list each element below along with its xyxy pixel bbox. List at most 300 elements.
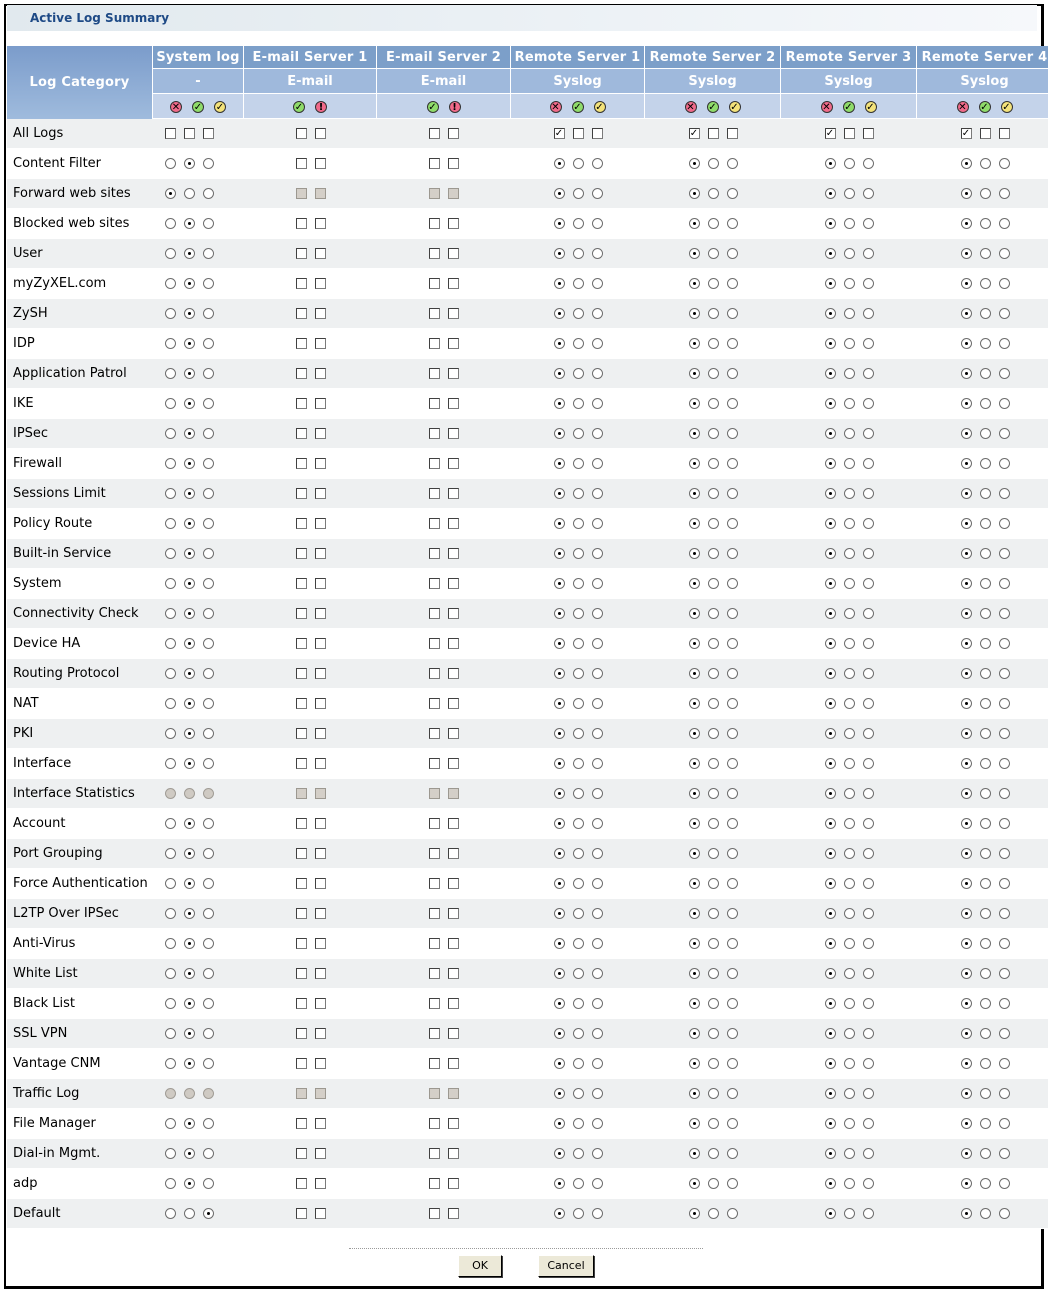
email-checkbox[interactable] [448, 338, 459, 349]
email-checkbox[interactable] [315, 548, 326, 559]
log-level-radio[interactable] [825, 638, 836, 649]
log-level-radio[interactable] [980, 878, 991, 889]
email-checkbox[interactable] [315, 908, 326, 919]
log-level-radio[interactable] [863, 428, 874, 439]
log-level-radio[interactable] [592, 938, 603, 949]
log-level-radio[interactable] [573, 518, 584, 529]
log-level-radio[interactable] [708, 938, 719, 949]
email-checkbox[interactable] [315, 1028, 326, 1039]
log-level-radio[interactable] [592, 818, 603, 829]
log-level-radio[interactable] [689, 518, 700, 529]
email-checkbox[interactable] [429, 398, 440, 409]
log-level-radio[interactable] [980, 218, 991, 229]
log-level-radio[interactable] [708, 428, 719, 439]
log-level-radio[interactable] [961, 698, 972, 709]
email-checkbox[interactable] [296, 518, 307, 529]
log-level-radio[interactable] [165, 818, 176, 829]
log-level-radio[interactable] [961, 638, 972, 649]
email-checkbox[interactable] [448, 878, 459, 889]
log-level-radio[interactable] [554, 1178, 565, 1189]
email-checkbox[interactable] [448, 668, 459, 679]
log-level-radio[interactable] [980, 548, 991, 559]
log-level-radio[interactable] [708, 248, 719, 259]
log-level-radio[interactable] [689, 428, 700, 439]
email-checkbox[interactable] [296, 968, 307, 979]
log-level-radio[interactable] [592, 308, 603, 319]
log-level-radio[interactable] [863, 1148, 874, 1159]
log-level-radio[interactable] [203, 398, 214, 409]
log-level-radio[interactable] [573, 728, 584, 739]
log-level-radio[interactable] [844, 908, 855, 919]
all-logs-checkbox[interactable]: ✓ [825, 128, 835, 139]
log-level-radio[interactable] [592, 1058, 603, 1069]
log-level-radio[interactable] [184, 488, 195, 499]
log-level-radio[interactable] [727, 818, 738, 829]
log-level-radio[interactable] [999, 278, 1010, 289]
log-level-radio[interactable] [592, 368, 603, 379]
log-level-radio[interactable] [165, 548, 176, 559]
log-level-radio[interactable] [961, 278, 972, 289]
log-level-radio[interactable] [999, 518, 1010, 529]
email-checkbox[interactable] [315, 488, 326, 499]
log-level-radio[interactable] [184, 218, 195, 229]
log-level-radio[interactable] [165, 308, 176, 319]
email-checkbox[interactable] [296, 878, 307, 889]
log-level-radio[interactable] [844, 188, 855, 199]
log-level-radio[interactable] [165, 338, 176, 349]
log-level-radio[interactable] [980, 608, 991, 619]
email-checkbox[interactable] [429, 278, 440, 289]
log-level-radio[interactable] [592, 1178, 603, 1189]
email-checkbox[interactable] [296, 458, 307, 469]
log-level-radio[interactable] [184, 878, 195, 889]
email-checkbox[interactable] [296, 938, 307, 949]
log-level-radio[interactable] [165, 488, 176, 499]
log-level-radio[interactable] [689, 908, 700, 919]
log-level-radio[interactable] [203, 458, 214, 469]
log-level-radio[interactable] [573, 428, 584, 439]
log-level-radio[interactable] [554, 548, 565, 559]
log-level-radio[interactable] [844, 518, 855, 529]
log-level-radio[interactable] [961, 488, 972, 499]
log-level-radio[interactable] [689, 998, 700, 1009]
email-checkbox[interactable] [448, 758, 459, 769]
log-level-radio[interactable] [689, 1118, 700, 1129]
email-checkbox[interactable] [296, 638, 307, 649]
email-checkbox[interactable] [429, 998, 440, 1009]
log-level-radio[interactable] [165, 278, 176, 289]
log-level-radio[interactable] [573, 788, 584, 799]
log-level-radio[interactable] [961, 818, 972, 829]
log-level-radio[interactable] [961, 308, 972, 319]
log-level-radio[interactable] [999, 1058, 1010, 1069]
log-level-radio[interactable] [592, 1148, 603, 1159]
log-level-radio[interactable] [689, 608, 700, 619]
log-level-radio[interactable] [573, 998, 584, 1009]
log-level-radio[interactable] [825, 548, 836, 559]
log-level-radio[interactable] [708, 968, 719, 979]
log-level-radio[interactable] [727, 878, 738, 889]
log-level-radio[interactable] [573, 578, 584, 589]
log-level-radio[interactable] [689, 818, 700, 829]
log-level-radio[interactable] [573, 218, 584, 229]
all-logs-checkbox[interactable]: ✓ [554, 128, 564, 139]
email-checkbox[interactable] [429, 218, 440, 229]
log-level-radio[interactable] [999, 308, 1010, 319]
all-logs-checkbox[interactable] [727, 128, 738, 139]
email-checkbox[interactable] [296, 398, 307, 409]
log-level-radio[interactable] [592, 458, 603, 469]
log-level-radio[interactable] [961, 1058, 972, 1069]
email-checkbox[interactable] [296, 1208, 307, 1219]
log-level-radio[interactable] [165, 938, 176, 949]
log-level-radio[interactable] [554, 788, 565, 799]
all-logs-checkbox[interactable] [592, 128, 603, 139]
log-level-radio[interactable] [165, 668, 176, 679]
log-level-radio[interactable] [844, 608, 855, 619]
log-level-radio[interactable] [825, 188, 836, 199]
log-level-radio[interactable] [689, 458, 700, 469]
log-level-radio[interactable] [863, 878, 874, 889]
log-level-radio[interactable] [573, 1118, 584, 1129]
email-checkbox[interactable] [296, 848, 307, 859]
email-checkbox[interactable] [296, 368, 307, 379]
log-level-radio[interactable] [689, 1088, 700, 1099]
log-level-radio[interactable] [554, 1028, 565, 1039]
log-level-radio[interactable] [844, 398, 855, 409]
log-level-radio[interactable] [554, 398, 565, 409]
log-level-radio[interactable] [689, 638, 700, 649]
log-level-radio[interactable] [825, 698, 836, 709]
email-checkbox[interactable] [448, 248, 459, 259]
email-checkbox[interactable] [315, 998, 326, 1009]
log-level-radio[interactable] [863, 1088, 874, 1099]
log-level-radio[interactable] [573, 488, 584, 499]
log-level-radio[interactable] [863, 1028, 874, 1039]
email-checkbox[interactable] [448, 218, 459, 229]
log-level-radio[interactable] [165, 758, 176, 769]
log-level-radio[interactable] [573, 878, 584, 889]
log-level-radio[interactable] [592, 518, 603, 529]
log-level-radio[interactable] [573, 248, 584, 259]
log-level-radio[interactable] [863, 158, 874, 169]
log-level-radio[interactable] [708, 458, 719, 469]
log-level-radio[interactable] [961, 1178, 972, 1189]
log-level-radio[interactable] [980, 788, 991, 799]
log-level-radio[interactable] [165, 1178, 176, 1189]
email-checkbox[interactable] [448, 428, 459, 439]
log-level-radio[interactable] [689, 218, 700, 229]
log-level-radio[interactable] [689, 188, 700, 199]
log-level-radio[interactable] [980, 1088, 991, 1099]
log-level-radio[interactable] [203, 368, 214, 379]
log-level-radio[interactable] [573, 908, 584, 919]
log-level-radio[interactable] [573, 608, 584, 619]
log-level-radio[interactable] [184, 248, 195, 259]
log-level-radio[interactable] [999, 818, 1010, 829]
log-level-radio[interactable] [708, 998, 719, 1009]
email-checkbox[interactable] [448, 1028, 459, 1039]
log-level-radio[interactable] [727, 1088, 738, 1099]
email-checkbox[interactable] [429, 248, 440, 259]
log-level-radio[interactable] [980, 758, 991, 769]
email-checkbox[interactable] [315, 938, 326, 949]
log-level-radio[interactable] [980, 638, 991, 649]
log-level-radio[interactable] [184, 818, 195, 829]
log-level-radio[interactable] [184, 728, 195, 739]
email-checkbox[interactable] [315, 1208, 326, 1219]
log-level-radio[interactable] [165, 968, 176, 979]
log-level-radio[interactable] [554, 488, 565, 499]
log-level-radio[interactable] [863, 578, 874, 589]
log-level-radio[interactable] [727, 788, 738, 799]
log-level-radio[interactable] [980, 818, 991, 829]
log-level-radio[interactable] [961, 338, 972, 349]
email-checkbox[interactable] [448, 818, 459, 829]
log-level-radio[interactable] [184, 758, 195, 769]
log-level-radio[interactable] [999, 668, 1010, 679]
log-level-radio[interactable] [844, 218, 855, 229]
log-level-radio[interactable] [844, 158, 855, 169]
log-level-radio[interactable] [844, 1118, 855, 1129]
log-level-radio[interactable] [961, 848, 972, 859]
log-level-radio[interactable] [689, 578, 700, 589]
log-level-radio[interactable] [980, 1178, 991, 1189]
log-level-radio[interactable] [184, 278, 195, 289]
email-checkbox[interactable] [429, 548, 440, 559]
email-checkbox[interactable] [429, 728, 440, 739]
email-checkbox[interactable] [429, 518, 440, 529]
email-checkbox[interactable] [315, 638, 326, 649]
email-checkbox[interactable] [429, 1178, 440, 1189]
log-level-radio[interactable] [708, 788, 719, 799]
email-checkbox[interactable] [429, 878, 440, 889]
email-checkbox[interactable] [296, 308, 307, 319]
log-level-radio[interactable] [999, 1028, 1010, 1039]
log-level-radio[interactable] [203, 1058, 214, 1069]
email-checkbox[interactable] [448, 1178, 459, 1189]
log-level-radio[interactable] [961, 728, 972, 739]
all-logs-checkbox[interactable] [999, 128, 1010, 139]
log-level-radio[interactable] [203, 1028, 214, 1039]
log-level-radio[interactable] [999, 638, 1010, 649]
log-level-radio[interactable] [727, 698, 738, 709]
log-level-radio[interactable] [689, 698, 700, 709]
email-checkbox[interactable] [429, 608, 440, 619]
log-level-radio[interactable] [727, 548, 738, 559]
email-checkbox[interactable] [429, 368, 440, 379]
log-level-radio[interactable] [203, 578, 214, 589]
log-level-radio[interactable] [573, 1058, 584, 1069]
log-level-radio[interactable] [727, 458, 738, 469]
log-level-radio[interactable] [165, 1058, 176, 1069]
log-level-radio[interactable] [554, 728, 565, 739]
email-checkbox[interactable] [448, 938, 459, 949]
email-checkbox[interactable] [315, 218, 326, 229]
email-checkbox[interactable] [315, 668, 326, 679]
log-level-radio[interactable] [165, 1148, 176, 1159]
log-level-radio[interactable] [554, 188, 565, 199]
log-level-radio[interactable] [863, 698, 874, 709]
all-logs-checkbox[interactable] [429, 128, 440, 139]
log-level-radio[interactable] [203, 698, 214, 709]
log-level-radio[interactable] [554, 1148, 565, 1159]
log-level-radio[interactable] [165, 158, 176, 169]
log-level-radio[interactable] [980, 698, 991, 709]
log-level-radio[interactable] [554, 1118, 565, 1129]
log-level-radio[interactable] [165, 578, 176, 589]
log-level-radio[interactable] [999, 608, 1010, 619]
log-level-radio[interactable] [165, 638, 176, 649]
log-level-radio[interactable] [573, 278, 584, 289]
log-level-radio[interactable] [727, 968, 738, 979]
log-level-radio[interactable] [980, 1208, 991, 1219]
log-level-radio[interactable] [825, 368, 836, 379]
log-level-radio[interactable] [592, 398, 603, 409]
email-checkbox[interactable] [448, 398, 459, 409]
log-level-radio[interactable] [573, 968, 584, 979]
all-logs-checkbox[interactable] [708, 128, 719, 139]
email-checkbox[interactable] [429, 1208, 440, 1219]
log-level-radio[interactable] [708, 758, 719, 769]
log-level-radio[interactable] [999, 848, 1010, 859]
log-level-radio[interactable] [980, 938, 991, 949]
email-checkbox[interactable] [429, 1058, 440, 1069]
log-level-radio[interactable] [165, 848, 176, 859]
all-logs-checkbox[interactable] [296, 128, 307, 139]
log-level-radio[interactable] [844, 428, 855, 439]
log-level-radio[interactable] [165, 998, 176, 1009]
log-level-radio[interactable] [592, 548, 603, 559]
log-level-radio[interactable] [554, 998, 565, 1009]
log-level-radio[interactable] [980, 1058, 991, 1069]
log-level-radio[interactable] [844, 548, 855, 559]
email-checkbox[interactable] [315, 1058, 326, 1069]
log-level-radio[interactable] [961, 158, 972, 169]
log-level-radio[interactable] [863, 1178, 874, 1189]
log-level-radio[interactable] [708, 518, 719, 529]
log-level-radio[interactable] [727, 428, 738, 439]
log-level-radio[interactable] [727, 338, 738, 349]
log-level-radio[interactable] [980, 338, 991, 349]
log-level-radio[interactable] [961, 458, 972, 469]
email-checkbox[interactable] [315, 278, 326, 289]
log-level-radio[interactable] [999, 878, 1010, 889]
log-level-radio[interactable] [165, 1028, 176, 1039]
log-level-radio[interactable] [863, 518, 874, 529]
log-level-radio[interactable] [727, 1118, 738, 1129]
log-level-radio[interactable] [573, 668, 584, 679]
log-level-radio[interactable] [203, 488, 214, 499]
log-level-radio[interactable] [203, 278, 214, 289]
log-level-radio[interactable] [689, 1148, 700, 1159]
log-level-radio[interactable] [592, 848, 603, 859]
email-checkbox[interactable] [296, 488, 307, 499]
log-level-radio[interactable] [844, 1028, 855, 1039]
log-level-radio[interactable] [708, 218, 719, 229]
email-checkbox[interactable] [296, 1058, 307, 1069]
log-level-radio[interactable] [592, 1028, 603, 1039]
email-checkbox[interactable] [429, 1118, 440, 1129]
log-level-radio[interactable] [708, 1058, 719, 1069]
log-level-radio[interactable] [689, 668, 700, 679]
log-level-radio[interactable] [573, 1028, 584, 1039]
email-checkbox[interactable] [296, 1118, 307, 1129]
log-level-radio[interactable] [980, 248, 991, 259]
log-level-radio[interactable] [961, 878, 972, 889]
log-level-radio[interactable] [863, 1118, 874, 1129]
log-level-radio[interactable] [980, 368, 991, 379]
log-level-radio[interactable] [592, 968, 603, 979]
log-level-radio[interactable] [708, 908, 719, 919]
log-level-radio[interactable] [708, 308, 719, 319]
log-level-radio[interactable] [844, 938, 855, 949]
email-checkbox[interactable] [296, 218, 307, 229]
log-level-radio[interactable] [689, 848, 700, 859]
log-level-radio[interactable] [554, 368, 565, 379]
log-level-radio[interactable] [844, 848, 855, 859]
log-level-radio[interactable] [554, 218, 565, 229]
email-checkbox[interactable] [315, 518, 326, 529]
email-checkbox[interactable] [429, 668, 440, 679]
log-level-radio[interactable] [844, 698, 855, 709]
log-level-radio[interactable] [727, 1058, 738, 1069]
log-level-radio[interactable] [844, 638, 855, 649]
email-checkbox[interactable] [448, 968, 459, 979]
email-checkbox[interactable] [296, 728, 307, 739]
log-level-radio[interactable] [554, 968, 565, 979]
log-level-radio[interactable] [980, 428, 991, 439]
log-level-radio[interactable] [184, 608, 195, 619]
log-level-radio[interactable] [165, 1208, 176, 1219]
email-checkbox[interactable] [448, 728, 459, 739]
log-level-radio[interactable] [980, 308, 991, 319]
all-logs-checkbox[interactable] [315, 128, 326, 139]
log-level-radio[interactable] [203, 758, 214, 769]
email-checkbox[interactable] [296, 578, 307, 589]
log-level-radio[interactable] [165, 878, 176, 889]
log-level-radio[interactable] [999, 938, 1010, 949]
email-checkbox[interactable] [296, 608, 307, 619]
log-level-radio[interactable] [999, 1148, 1010, 1159]
log-level-radio[interactable] [573, 1088, 584, 1099]
log-level-radio[interactable] [961, 608, 972, 619]
log-level-radio[interactable] [727, 638, 738, 649]
log-level-radio[interactable] [961, 518, 972, 529]
log-level-radio[interactable] [844, 1208, 855, 1219]
log-level-radio[interactable] [961, 428, 972, 439]
log-level-radio[interactable] [165, 1118, 176, 1129]
email-checkbox[interactable] [296, 428, 307, 439]
log-level-radio[interactable] [554, 278, 565, 289]
log-level-radio[interactable] [203, 818, 214, 829]
email-checkbox[interactable] [429, 458, 440, 469]
log-level-radio[interactable] [184, 668, 195, 679]
email-checkbox[interactable] [429, 1028, 440, 1039]
log-level-radio[interactable] [184, 548, 195, 559]
email-checkbox[interactable] [315, 758, 326, 769]
email-checkbox[interactable] [315, 248, 326, 259]
log-level-radio[interactable] [554, 818, 565, 829]
log-level-radio[interactable] [727, 938, 738, 949]
log-level-radio[interactable] [825, 218, 836, 229]
log-level-radio[interactable] [689, 938, 700, 949]
log-level-radio[interactable] [844, 758, 855, 769]
log-level-radio[interactable] [184, 518, 195, 529]
log-level-radio[interactable] [592, 908, 603, 919]
log-level-radio[interactable] [863, 488, 874, 499]
log-level-radio[interactable] [708, 1028, 719, 1039]
